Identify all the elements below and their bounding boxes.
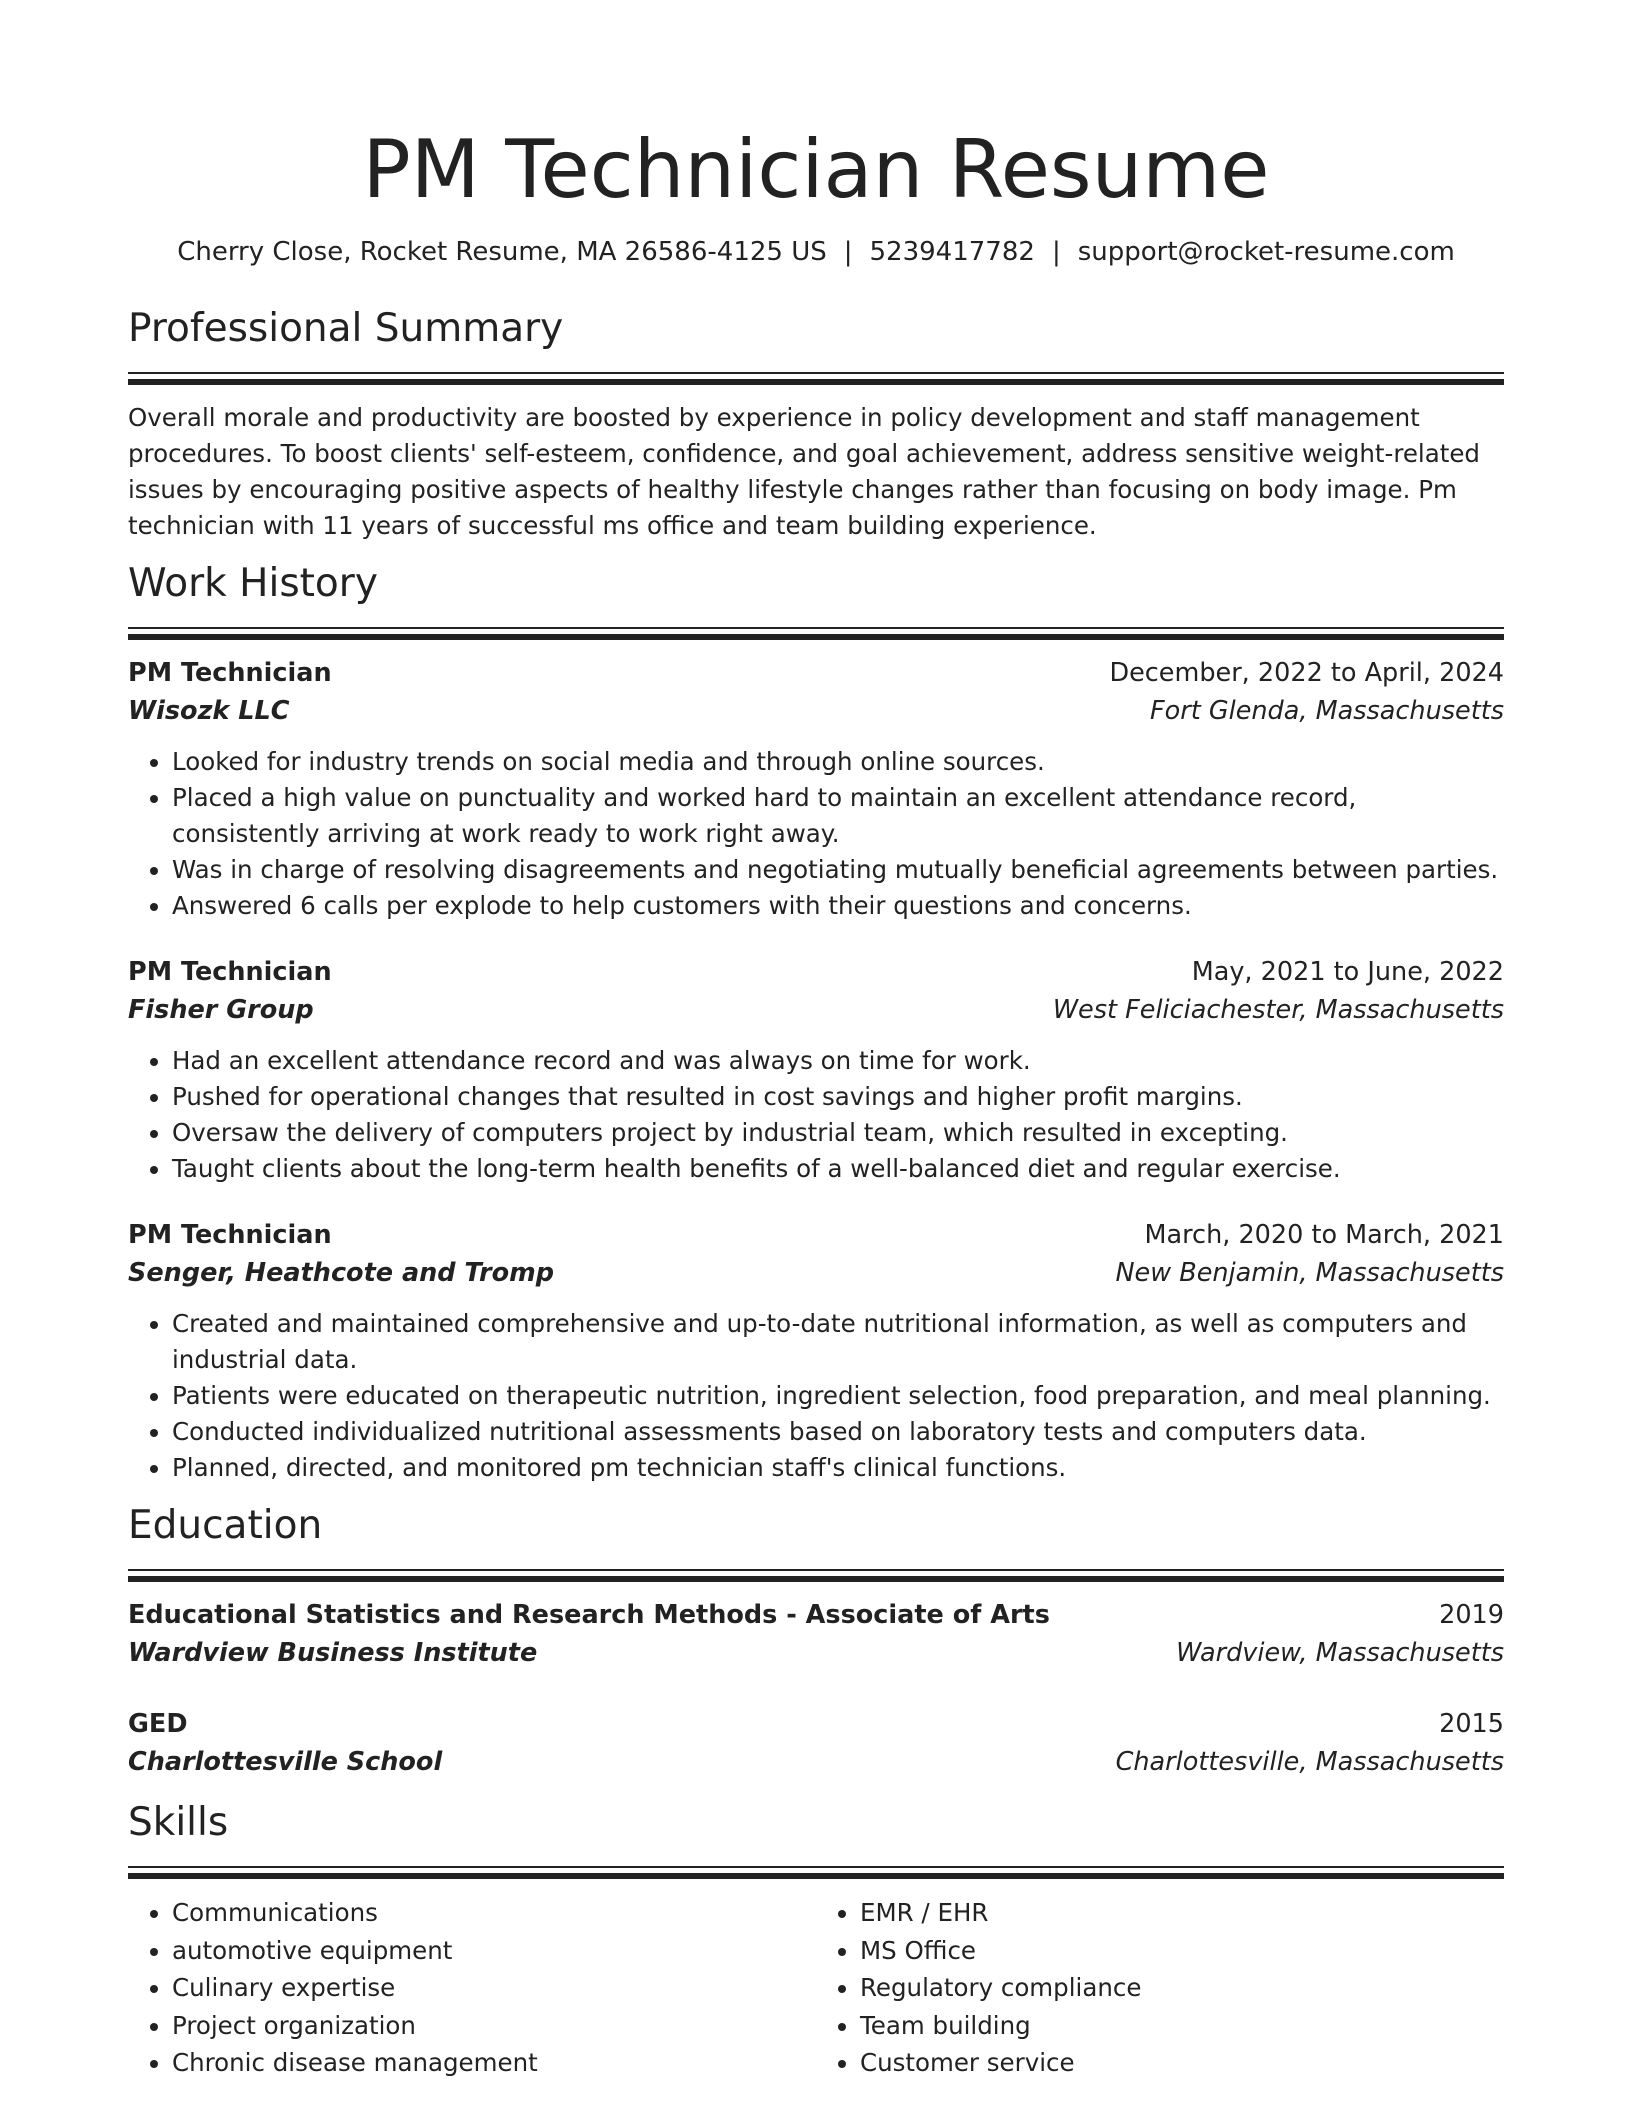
section-divider [128, 372, 1504, 386]
education-school: Charlottesville School [128, 1747, 443, 1777]
skills-column-right [816, 1894, 1504, 2082]
education-location: Charlottesville, Massachusetts [1115, 1747, 1504, 1777]
skill-item: • automotive equipment [172, 1932, 816, 1970]
education-entry [128, 1596, 1504, 1672]
job-bullets [128, 744, 1504, 924]
job-location: West Feliciachester, Massachusetts [1052, 995, 1504, 1025]
job-bullet: • Oversaw the delivery of computers project by industrial team, which resulted in excepting. [172, 1115, 1504, 1151]
section-divider [128, 1569, 1504, 1583]
summary-section [128, 303, 1504, 544]
section-divider [128, 627, 1504, 641]
job-entry [128, 654, 1504, 924]
education-degree: Educational Statistics and Research Methods - Associate of Arts [128, 1600, 1050, 1630]
section-title-work-history: Work History [128, 561, 378, 606]
job-location: New Benjamin, Massachusetts [1115, 1258, 1504, 1288]
job-bullet: • Pushed for operational changes that resulted in cost savings and higher profit margins. [172, 1079, 1504, 1115]
skill-item: • Customer service [860, 2044, 1504, 2082]
skill-item: • EMR / EHR [860, 1894, 1504, 1932]
education-section [128, 1500, 1504, 1781]
resume-content [128, 0, 1504, 2082]
skill-item: • MS Office [860, 1932, 1504, 1970]
section-title-summary: Professional Summary [128, 306, 564, 351]
job-bullet: • Looked for industry trends on social media and through online sources. [172, 744, 1504, 780]
education-entry [128, 1705, 1504, 1781]
job-bullet: • Conducted individualized nutritional assessments based on laboratory tests and computers data. [172, 1414, 1504, 1450]
section-title-education: Education [128, 1503, 323, 1548]
job-bullet: • Patients were educated on therapeutic nutrition, ingredient selection, food preparation, and meal planning. [172, 1378, 1504, 1414]
education-degree: GED [128, 1709, 188, 1739]
education-location: Wardview, Massachusetts [1176, 1638, 1504, 1668]
job-bullet: • Had an excellent attendance record and was always on time for work. [172, 1043, 1504, 1079]
job-title: PM Technician [128, 957, 332, 987]
job-title: PM Technician [128, 1220, 332, 1250]
education-year: 2019 [1439, 1600, 1504, 1630]
job-bullets [128, 1306, 1504, 1486]
skills-column-left [128, 1894, 816, 2082]
skill-item: • Team building [860, 2007, 1504, 2045]
contact-line [128, 235, 1504, 269]
skill-item: • Project organization [172, 2007, 816, 2045]
job-bullets [128, 1043, 1504, 1187]
job-entry [128, 953, 1504, 1187]
job-entry [128, 1216, 1504, 1486]
job-dates: May, 2021 to June, 2022 [1191, 957, 1504, 987]
job-bullet: • Answered 6 calls per explode to help customers with their questions and concerns. [172, 888, 1504, 924]
skills-list [128, 1894, 1504, 2082]
education-year: 2015 [1439, 1709, 1504, 1739]
work-history-section [128, 558, 1504, 1486]
job-bullet: • Created and maintained comprehensive and up-to-date nutritional information, as well as computers and industrial data. [172, 1306, 1504, 1378]
skills-section [128, 1797, 1504, 2082]
job-bullet: • Taught clients about the long-term health benefits of a well-balanced diet and regular exercise. [172, 1151, 1504, 1187]
job-dates: December, 2022 to April, 2024 [1109, 658, 1504, 688]
job-bullet: • Was in charge of resolving disagreements and negotiating mutually beneficial agreements between parties. [172, 852, 1504, 888]
job-company: Wisozk LLC [128, 696, 290, 726]
contact-address: Cherry Close, Rocket Resume, MA 26586-4125 US [177, 237, 827, 267]
job-title: PM Technician [128, 658, 332, 688]
job-location: Fort Glenda, Massachusetts [1150, 696, 1504, 726]
section-divider [128, 1866, 1504, 1880]
job-bullet: • Planned, directed, and monitored pm technician staff's clinical functions. [172, 1450, 1504, 1486]
job-company: Senger, Heathcote and Tromp [128, 1258, 554, 1288]
contact-email: support@rocket-resume.com [1077, 237, 1455, 267]
contact-separator: | [1051, 237, 1061, 267]
skill-item: • Regulatory compliance [860, 1969, 1504, 2007]
section-title-skills: Skills [128, 1800, 229, 1845]
job-dates: March, 2020 to March, 2021 [1144, 1220, 1504, 1250]
skill-item: • Communications [172, 1894, 816, 1932]
job-bullet: • Placed a high value on punctuality and worked hard to maintain an excellent attendance record, consistently arriving at work ready to work right away. [172, 780, 1504, 852]
contact-separator: | [843, 237, 853, 267]
summary-text: Overall morale and productivity are boosted by experience in policy development and staff management procedures. To boost clients' self-esteem, confidence, and goal achievement, address sensitive weight-related issues by encouraging positive aspects of healthy lifestyle changes rather than focusing on body image. Pm technician with 11 years of successful ms office and team building experience. [128, 403, 1480, 540]
resume-title: PM Technician Resume [362, 123, 1270, 216]
skill-item: • Chronic disease management [172, 2044, 816, 2082]
education-school: Wardview Business Institute [128, 1638, 538, 1668]
skill-item: • Culinary expertise [172, 1969, 816, 2007]
contact-phone: 5239417782 [869, 237, 1035, 267]
job-company: Fisher Group [128, 995, 314, 1025]
